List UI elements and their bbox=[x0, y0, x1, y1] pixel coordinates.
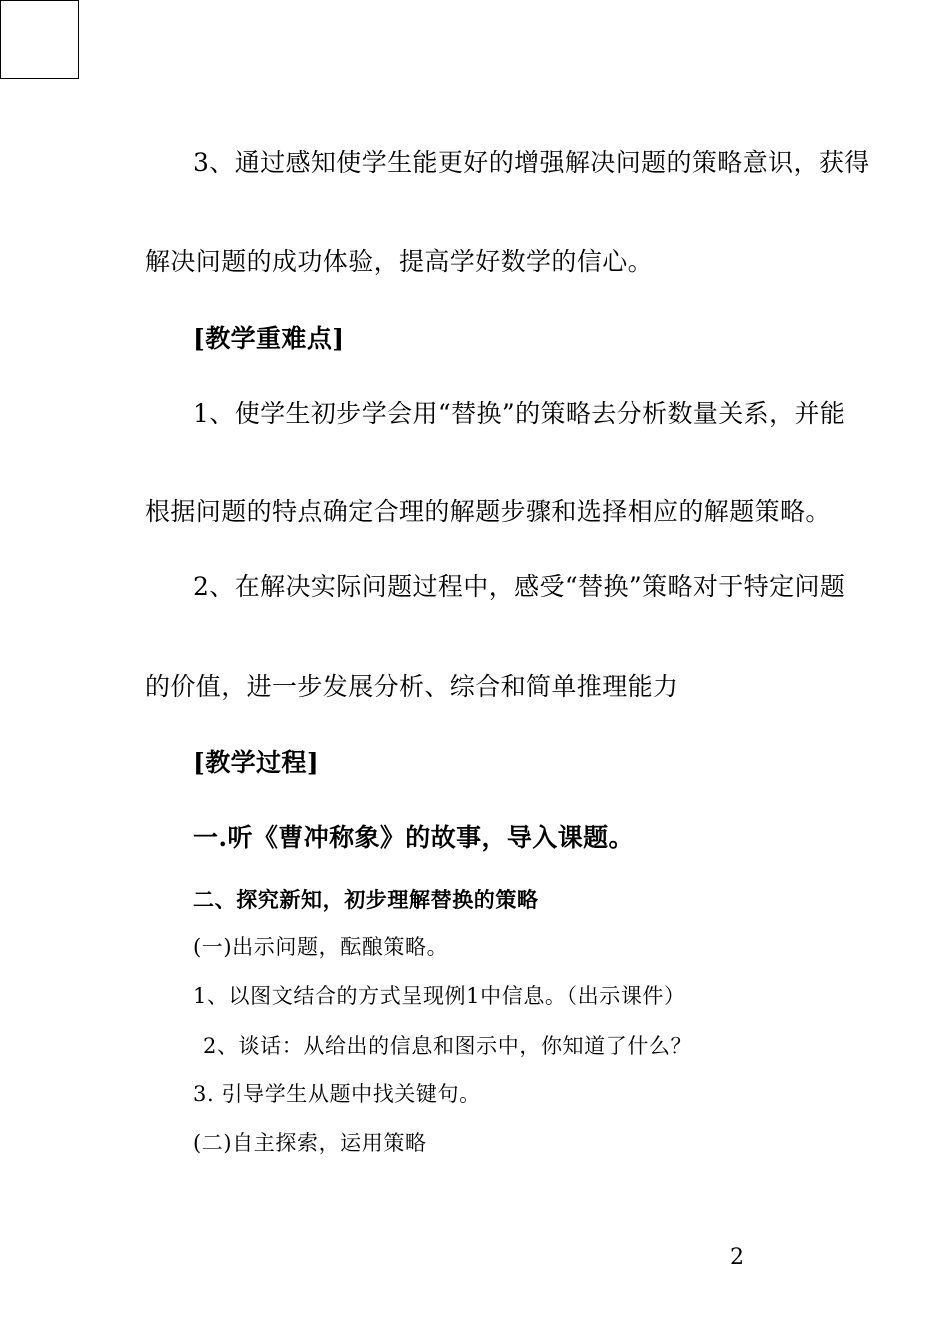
subsection-2-title: (二)自主探索，运用策略 bbox=[193, 1131, 427, 1155]
heading-teaching-process: [教学过程] bbox=[193, 748, 320, 777]
step-1: 1、以图文结合的方式呈现例1中信息。（出示课件） bbox=[193, 984, 686, 1008]
key-point-1-line-2: 根据问题的特点确定合理的解题步骤和选择相应的解题策略。 bbox=[145, 497, 831, 526]
section-1-title: 一.听《曹冲称象》的故事，导入课题。 bbox=[193, 823, 634, 852]
heading-key-points: [教学重难点] bbox=[193, 324, 345, 353]
subsection-1-title: (一)出示问题，酝酿策略。 bbox=[193, 935, 449, 959]
corner-frame bbox=[0, 0, 79, 79]
step-2: 2、谈话：从给出的信息和图示中，你知道了什么？ bbox=[203, 1034, 693, 1058]
key-point-2-line-2: 的价值，进一步发展分析、综合和简单推理能力 bbox=[145, 672, 679, 701]
key-point-1-line-1: 1、使学生初步学会用“替换”的策略去分析数量关系，并能 bbox=[193, 399, 846, 428]
page-number: 2 bbox=[730, 1245, 744, 1270]
key-point-2-line-1: 2、在解决实际问题过程中，感受“替换”策略对于特定问题 bbox=[193, 572, 846, 601]
section-2-title: 二、探究新知，初步理解替换的策略 bbox=[193, 887, 539, 912]
objective-3-line-1: 3、通过感知使学生能更好的增强解决问题的策略意识，获得 bbox=[193, 148, 870, 177]
objective-3-line-2: 解决问题的成功体验，提高学好数学的信心。 bbox=[145, 247, 654, 276]
step-3: 3. 引导学生从题中找关键句。 bbox=[193, 1082, 481, 1106]
